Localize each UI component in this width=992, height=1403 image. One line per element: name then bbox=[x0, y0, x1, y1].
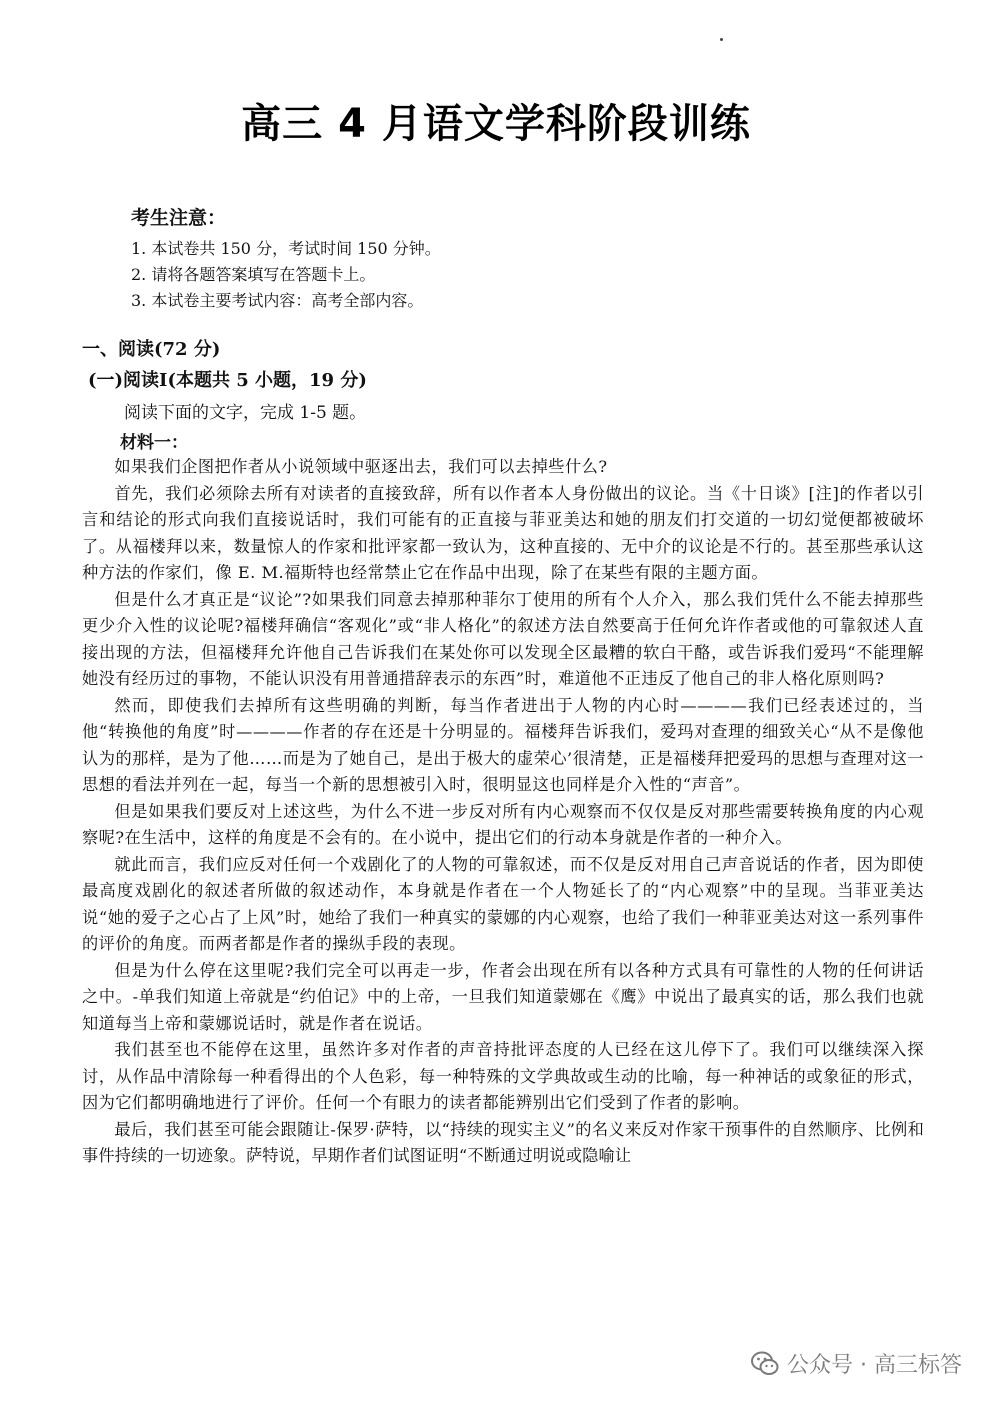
passage-paragraph: 就此而言，我们应反对任何一个戏剧化了的人物的可靠叙述，而不仅是反对用自己声音说话的作者，因为即使最高度戏剧化的叙述者所做的叙述动作，本身就是作者在一个人物延长了的“内心观察”中的呈现。当菲亚美达说“她的爱子之心占了上风”时，她给了我们一种真实的蒙娜的内心观察，也给了我们一种菲亚美达对这一系列事件的评价的角度。而两者都是作者的操纵手段的表现。 bbox=[82, 854, 924, 953]
scan-dot bbox=[720, 38, 723, 41]
subsection-heading: (一)阅读Ⅰ(本题共 5 小题，19 分) bbox=[88, 370, 367, 391]
notice-item: 2. 请将各题答案填写在答题卡上。 bbox=[131, 265, 376, 284]
passage-paragraph: 首先，我们必须除去所有对读者的直接致辞，所有以作者本人身份做出的议论。当《十日谈》[注]的作者以引言和结论的形式向我们直接说话时，我们可能有的正直接与菲亚美达和她的朋友们打交道的一切幻觉便都被破坏了。从福楼拜以来，数量惊人的作家和批评家都一致认为，这种直接的、无中介的议论是不行的。甚至那些承认这种方法的作家们，像 E. M.福斯特也经常禁止它在作品中出现，除了在某些有限的主题方面。 bbox=[82, 483, 924, 582]
watermark bbox=[751, 1348, 962, 1379]
material-label: 材料一： bbox=[120, 433, 188, 453]
section-heading: 一、阅读(72 分) bbox=[82, 339, 221, 360]
exam-notice bbox=[131, 203, 441, 314]
wechat-icon bbox=[751, 1351, 779, 1377]
reading-passage bbox=[82, 454, 924, 1170]
notice-item: 3. 本试卷主要考试内容：高考全部内容。 bbox=[131, 291, 424, 310]
passage-paragraph: 我们甚至也不能停在这里，虽然许多对作者的声音持批评态度的人已经在这儿停下了。我们可以继续深入探讨，从作品中清除每一种看得出的个人色彩，每一种特殊的文学典故或生动的比喻，每一种神话的或象征的形式，因为它们都明确地进行了评价。任何一个有眼力的读者都能辨别出它们受到了作者的影响。 bbox=[82, 1040, 924, 1112]
reading-instruction: 阅读下面的文字，完成 1-5 题。 bbox=[124, 403, 367, 423]
notice-item: 1. 本试卷共 150 分，考试时间 150 分钟。 bbox=[131, 239, 441, 258]
watermark-text: 公众号 · 高三标答 bbox=[787, 1353, 962, 1378]
passage-paragraph: 但是为什么停在这里呢?我们完全可以再走一步，作者会出现在所有以各种方式具有可靠性的人物的任何讲话之中。-单我们知道上帝就是“约伯记》中的上帝，一旦我们知道蒙娜在《鹰》中说出了最真实的话，那么我们也就知道每当上帝和蒙娜说话时，就是作者在说话。 bbox=[82, 960, 924, 1033]
passage-paragraph: 但是如果我们要反对上述这些，为什么不进一步反对所有内心观察而不仅仅是反对那些需要转换角度的内心观察呢?在生活中，这样的角度是不会有的。在小说中，提出它们的行动本身就是作者的一种介入。 bbox=[82, 801, 924, 847]
passage-paragraph: 但是什么才真正是“议论”?如果我们同意去掉那种菲尔丁使用的所有个人介入，那么我们凭什么不能去掉那些更少介入性的议论呢?福楼拜确信“客观化”或“非人格化”的叙述方法自然要高于任何允许作者或他的可靠叙述人直接出现的方法，但福楼拜允许他自己告诉我们在某处你可以发现全区最糟的软白干酪，或告诉我们爱玛“不能理解她没有经历过的事物，不能认识没有用普通措辞表示的东西”时，难道他不正违反了他自己的非人格化原则吗? bbox=[82, 589, 924, 688]
notice-heading: 考生注意： bbox=[131, 207, 227, 229]
page-title: 高三 4 月语文学科阶段训练 bbox=[241, 101, 751, 147]
passage-paragraph: 最后，我们甚至可能会跟随让-保罗·萨特，以“持续的现实主义”的名义来反对作家干预事件的自然顺序、比例和事件持续的一切迹象。萨特说，早期作者们试图证明“不断通过明说或隐喻让 bbox=[82, 1119, 924, 1165]
passage-paragraph: 如果我们企图把作者从小说领域中驱逐出去，我们可以去掉些什么? bbox=[114, 457, 608, 476]
passage-paragraph: 然而，即使我们去掉所有这些明确的判断，每当作者进出于人物的内心时————我们已经表述过的，当他“转换他的角度”时————作者的存在还是十分明显的。福楼拜告诉我们，爱玛对查理的细致关心“从不是像他认为的那样，是为了他……而是为了她自己，是出于极大的虚荣心’很清楚，正是福楼拜把爱玛的思想与查理对这一思想的看法并列在一起，每当一个新的思想被引入时，很明显这也同样是介入性的“声音”。 bbox=[82, 695, 924, 794]
